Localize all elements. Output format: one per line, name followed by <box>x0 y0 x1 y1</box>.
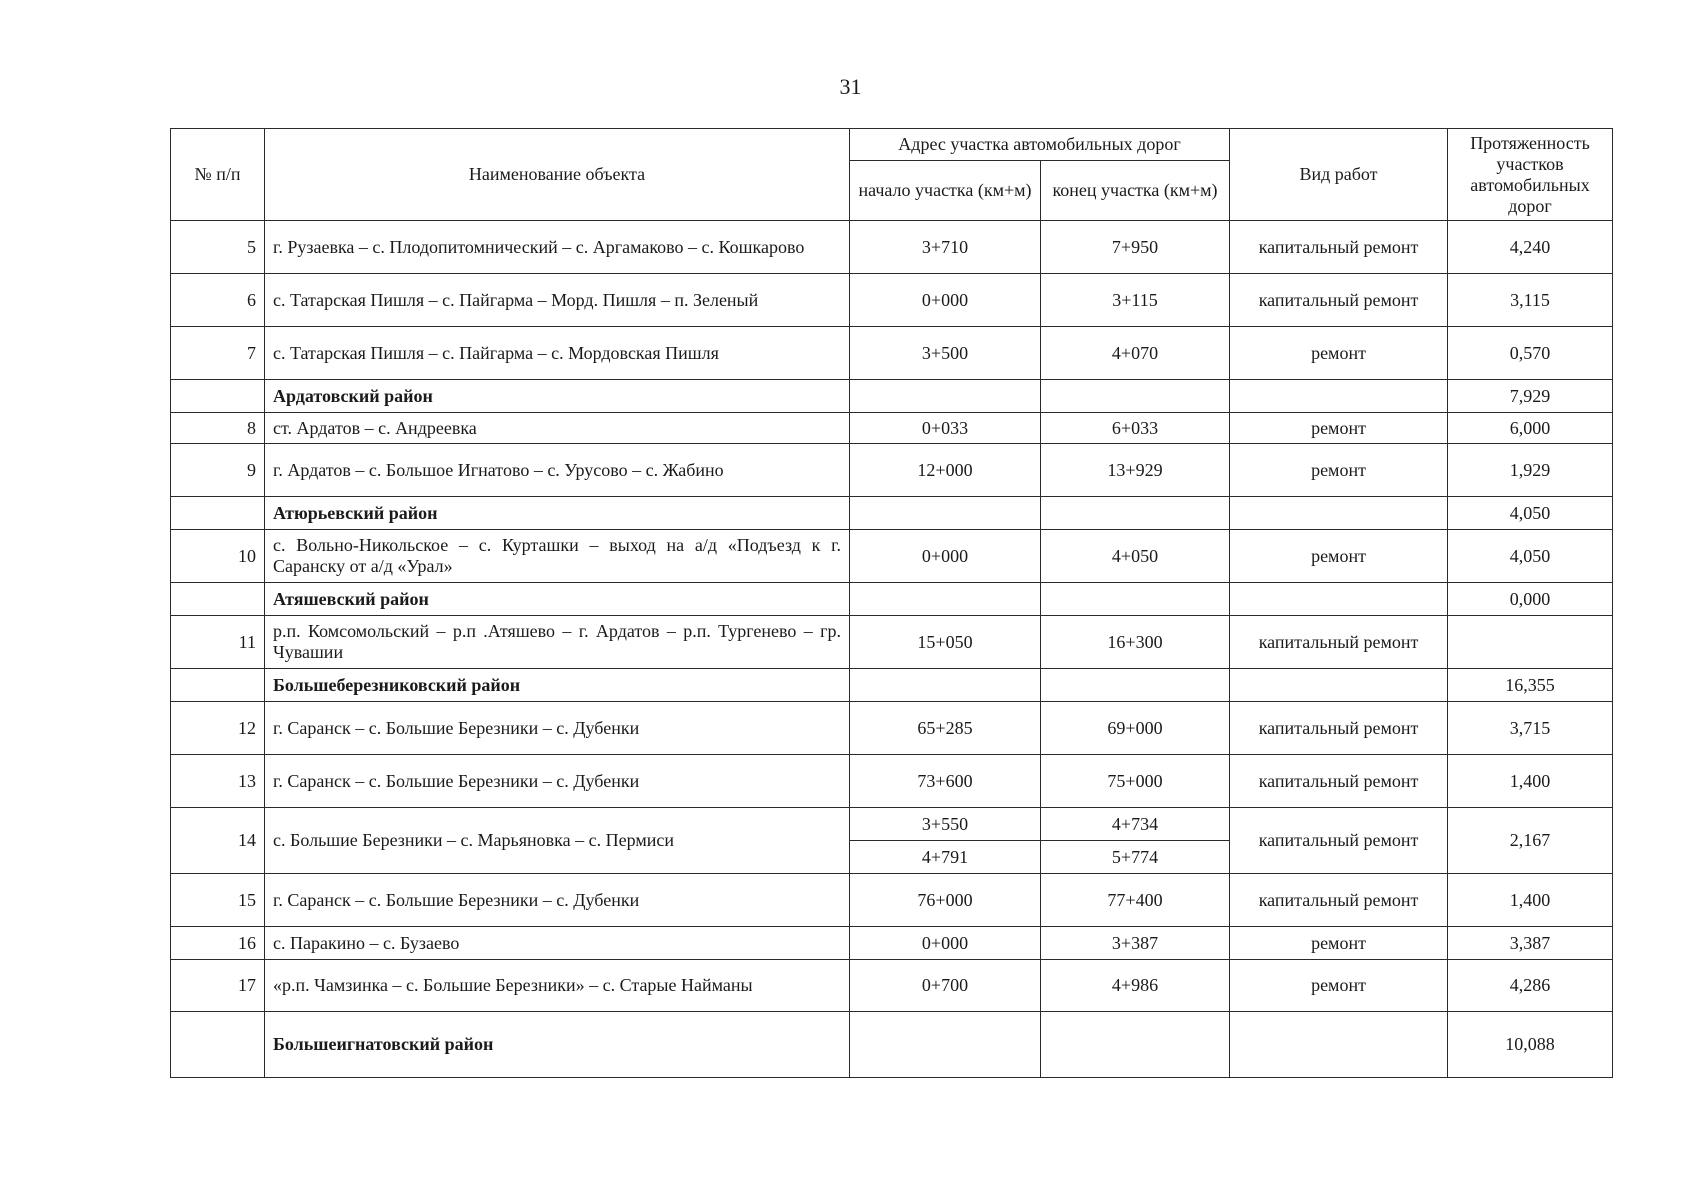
row-end: 7+950 <box>1041 221 1230 274</box>
row-length: 2,167 <box>1448 808 1613 874</box>
header-length: Протяженность участков автомобильных дорог <box>1448 129 1613 221</box>
row-work: ремонт <box>1230 413 1448 444</box>
row-work: ремонт <box>1230 927 1448 960</box>
header-name: Наименование объекта <box>265 129 850 221</box>
table-row <box>171 702 1613 755</box>
table-row <box>171 616 1613 669</box>
district-row <box>171 380 1613 413</box>
row-length <box>1448 616 1613 669</box>
header-address: Адрес участка автомобильных дорог <box>850 129 1230 161</box>
row-length: 4,240 <box>1448 221 1613 274</box>
district-length: 16,355 <box>1448 669 1613 702</box>
row-start: 12+000 <box>850 444 1041 497</box>
header-end: конец участка (км+м) <box>1041 161 1230 221</box>
row-name: с. Большие Березники – с. Марьяновка – с. Пермиси <box>265 808 850 874</box>
table-row <box>171 221 1613 274</box>
row-num: 5 <box>171 221 265 274</box>
row-start: 0+033 <box>850 413 1041 444</box>
district-length: 7,929 <box>1448 380 1613 413</box>
district-length: 0,000 <box>1448 583 1613 616</box>
district-name: Большеигнатовский район <box>265 1012 850 1078</box>
row-work: ремонт <box>1230 327 1448 380</box>
row-num: 11 <box>171 616 265 669</box>
row-name: г. Саранск – с. Большие Березники – с. Дубенки <box>265 755 850 808</box>
row-name: г. Саранск – с. Большие Березники – с. Дубенки <box>265 874 850 927</box>
row-name: «р.п. Чамзинка – с. Большие Березники» – с. Старые Найманы <box>265 960 850 1012</box>
row-work: капитальный ремонт <box>1230 702 1448 755</box>
row-name: ст. Ардатов – с. Андреевка <box>265 413 850 444</box>
table-row <box>171 444 1613 497</box>
district-row <box>171 669 1613 702</box>
table-row <box>171 927 1613 960</box>
row-end: 69+000 <box>1041 702 1230 755</box>
row-name: г. Ардатов – с. Большое Игнатово – с. Урусово – с. Жабино <box>265 444 850 497</box>
district-name: Большеберезниковский район <box>265 669 850 702</box>
row-num: 9 <box>171 444 265 497</box>
row-num: 7 <box>171 327 265 380</box>
row-name: р.п. Комсомольский – р.п .Атяшево – г. Ардатов – р.п. Тургенево – гр. Чувашии <box>265 616 850 669</box>
table-row <box>171 874 1613 927</box>
district-row <box>171 497 1613 530</box>
row-start: 3+710 <box>850 221 1041 274</box>
row-length: 6,000 <box>1448 413 1613 444</box>
table-row <box>171 327 1613 380</box>
row-start: 3+500 <box>850 327 1041 380</box>
district-row <box>171 1012 1613 1078</box>
header-num: № п/п <box>171 129 265 221</box>
row-length: 1,400 <box>1448 874 1613 927</box>
header-work: Вид работ <box>1230 129 1448 221</box>
row-length: 0,570 <box>1448 327 1613 380</box>
row-start: 76+000 <box>850 874 1041 927</box>
row-length: 4,286 <box>1448 960 1613 1012</box>
table-row <box>171 530 1613 583</box>
table-row <box>171 755 1613 808</box>
row-end: 77+400 <box>1041 874 1230 927</box>
row-num: 16 <box>171 927 265 960</box>
row-start: 3+550 <box>850 808 1041 841</box>
district-length: 10,088 <box>1448 1012 1613 1078</box>
header-start: начало участка (км+м) <box>850 161 1041 221</box>
row-name: г. Саранск – с. Большие Березники – с. Дубенки <box>265 702 850 755</box>
row-end: 6+033 <box>1041 413 1230 444</box>
row-work: капитальный ремонт <box>1230 616 1448 669</box>
row-end: 3+387 <box>1041 927 1230 960</box>
district-name: Атюрьевский район <box>265 497 850 530</box>
row-length: 4,050 <box>1448 530 1613 583</box>
row-end: 4+070 <box>1041 327 1230 380</box>
row-start: 73+600 <box>850 755 1041 808</box>
row-end-2: 5+774 <box>1041 841 1230 874</box>
row-length: 1,929 <box>1448 444 1613 497</box>
row-work: ремонт <box>1230 960 1448 1012</box>
row-name: с. Паракино – с. Бузаево <box>265 927 850 960</box>
row-num: 6 <box>171 274 265 327</box>
row-start: 0+700 <box>850 960 1041 1012</box>
row-start: 0+000 <box>850 530 1041 583</box>
row-name: с. Татарская Пишля – с. Пайгарма – с. Мордовская Пишля <box>265 327 850 380</box>
row-work: капитальный ремонт <box>1230 274 1448 327</box>
row-num: 14 <box>171 808 265 874</box>
district-length: 4,050 <box>1448 497 1613 530</box>
row-start: 0+000 <box>850 927 1041 960</box>
row-length: 1,400 <box>1448 755 1613 808</box>
district-name: Ардатовский район <box>265 380 850 413</box>
row-work: капитальный ремонт <box>1230 755 1448 808</box>
row-end: 4+986 <box>1041 960 1230 1012</box>
row-start: 15+050 <box>850 616 1041 669</box>
row-name: г. Рузаевка – с. Плодопитомнический – с. Аргамаково – с. Кошкарово <box>265 221 850 274</box>
row-work: капитальный ремонт <box>1230 221 1448 274</box>
row-work: капитальный ремонт <box>1230 874 1448 927</box>
row-end: 16+300 <box>1041 616 1230 669</box>
row-num: 15 <box>171 874 265 927</box>
district-row <box>171 583 1613 616</box>
roads-table <box>170 128 1613 1078</box>
row-work: ремонт <box>1230 530 1448 583</box>
row-num: 8 <box>171 413 265 444</box>
table-row <box>171 960 1613 1012</box>
row-end: 3+115 <box>1041 274 1230 327</box>
row-end: 13+929 <box>1041 444 1230 497</box>
row-length: 3,715 <box>1448 702 1613 755</box>
row-start-2: 4+791 <box>850 841 1041 874</box>
table-row <box>171 274 1613 327</box>
row-length: 3,387 <box>1448 927 1613 960</box>
row-num: 10 <box>171 530 265 583</box>
row-work: ремонт <box>1230 444 1448 497</box>
row-start: 65+285 <box>850 702 1041 755</box>
row-num: 17 <box>171 960 265 1012</box>
row-length: 3,115 <box>1448 274 1613 327</box>
table-row <box>171 808 1613 841</box>
district-name: Атяшевский район <box>265 583 850 616</box>
row-work: капитальный ремонт <box>1230 808 1448 874</box>
row-end: 75+000 <box>1041 755 1230 808</box>
row-end: 4+050 <box>1041 530 1230 583</box>
row-end: 4+734 <box>1041 808 1230 841</box>
table-row <box>171 413 1613 444</box>
row-name: с. Вольно-Никольское – с. Курташки – выход на а/д «Подъезд к г. Саранску от а/д «Урал» <box>265 530 850 583</box>
row-start: 0+000 <box>850 274 1041 327</box>
row-num: 12 <box>171 702 265 755</box>
row-name: с. Татарская Пишля – с. Пайгарма – Морд. Пишля – п. Зеленый <box>265 274 850 327</box>
row-num: 13 <box>171 755 265 808</box>
page-number: 31 <box>839 74 862 99</box>
